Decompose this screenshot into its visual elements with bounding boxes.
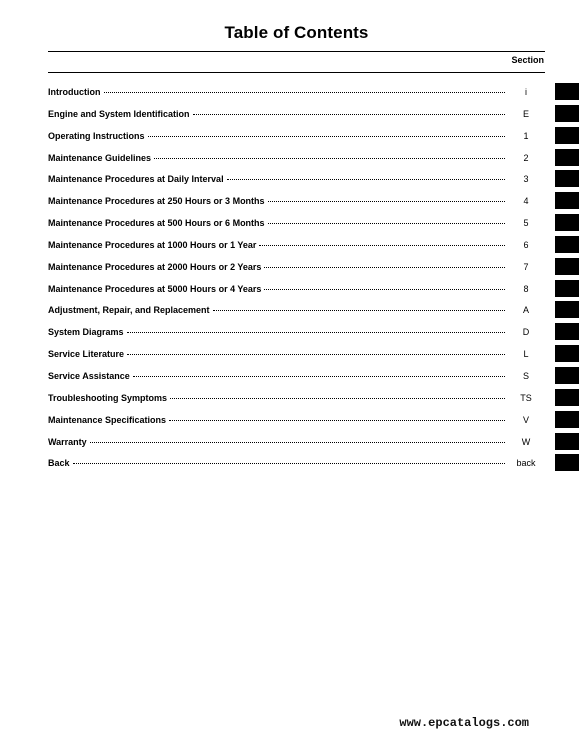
toc-entry-section: 8	[523, 283, 529, 294]
toc-entry-service-assistance[interactable]	[48, 371, 543, 393]
toc-entry-500-hours[interactable]	[48, 218, 543, 240]
toc-entry-section: S	[522, 370, 529, 381]
thumb-tab-troubleshooting[interactable]	[555, 389, 579, 406]
toc-entry-2000-hours[interactable]	[48, 262, 543, 284]
toc-entry-label: Back	[48, 458, 70, 469]
toc-entry-label: Service Literature	[48, 349, 125, 360]
toc-entry-1000-hours[interactable]	[48, 240, 543, 262]
toc-entry-section: 2	[523, 152, 529, 163]
toc-entry-section: L	[523, 349, 529, 360]
toc-entry-daily-interval[interactable]	[48, 174, 543, 196]
toc-entry-label: Maintenance Procedures at 5000 Hours or 4 Years	[48, 283, 262, 294]
dot-leader	[259, 245, 505, 246]
toc-entry-section: W	[521, 436, 531, 447]
dot-leader	[104, 92, 506, 93]
toc-entry-section: 5	[523, 218, 529, 229]
toc-entry-section: V	[522, 414, 529, 425]
toc-entry-label: Maintenance Procedures at Daily Interval	[48, 174, 224, 185]
thumb-tab-daily-interval[interactable]	[555, 170, 579, 187]
thumb-tab-adjustment-repair[interactable]	[555, 301, 579, 318]
title-divider	[48, 51, 545, 52]
dot-leader	[154, 158, 505, 159]
toc-entry-5000-hours[interactable]	[48, 284, 543, 306]
toc-entry-section: back	[516, 458, 536, 469]
thumb-tab-5000-hours[interactable]	[555, 280, 579, 297]
toc-entry-service-literature[interactable]	[48, 349, 543, 371]
dot-leader	[170, 398, 505, 399]
toc-entry-label: Introduction	[48, 87, 101, 97]
toc-entry-label: Adjustment, Repair, and Replacement	[48, 305, 210, 316]
thumb-tab-service-literature[interactable]	[555, 345, 579, 362]
toc-entry-maintenance-specifications[interactable]	[48, 415, 543, 437]
dot-leader	[264, 289, 505, 290]
toc-entry-back[interactable]	[48, 458, 543, 480]
thumb-tab-250-hours[interactable]	[555, 192, 579, 209]
thumb-tab-500-hours[interactable]	[555, 214, 579, 231]
dot-leader	[169, 420, 505, 421]
toc-entry-section: A	[522, 305, 529, 316]
toc-entry-label: Maintenance Specifications	[48, 414, 167, 425]
dot-leader	[193, 114, 505, 115]
toc-entry-adjustment-repair[interactable]	[48, 305, 543, 327]
toc-entry-section: 6	[523, 239, 529, 250]
toc-entry-maintenance-guidelines[interactable]	[48, 153, 543, 175]
thumb-tab-1000-hours[interactable]	[555, 236, 579, 253]
thumb-tab-maintenance-specifications[interactable]	[555, 411, 579, 428]
footer-watermark-url: www.epcatalogs.com	[399, 716, 529, 730]
dot-leader	[227, 179, 505, 180]
dot-leader	[127, 354, 505, 355]
thumb-tab-system-diagrams[interactable]	[555, 323, 579, 340]
toc-entry-label: Warranty	[48, 436, 87, 447]
toc-entry-operating-instructions[interactable]	[48, 131, 543, 153]
dot-leader	[213, 310, 505, 311]
toc-entry-warranty[interactable]	[48, 437, 543, 459]
thumb-tab-engine-identification[interactable]	[555, 105, 579, 122]
table-of-contents-list	[48, 87, 543, 480]
toc-entry-section: E	[522, 108, 529, 119]
thumb-tab-operating-instructions[interactable]	[555, 127, 579, 144]
thumb-tab-maintenance-guidelines[interactable]	[555, 149, 579, 166]
section-thumb-tabs	[555, 83, 579, 476]
toc-entry-label: System Diagrams	[48, 327, 124, 338]
toc-entry-system-diagrams[interactable]	[48, 327, 543, 349]
thumb-tab-introduction[interactable]	[555, 83, 579, 100]
dot-leader	[90, 442, 505, 443]
dot-leader	[264, 267, 505, 268]
toc-entry-label: Operating Instructions	[48, 130, 145, 141]
dot-leader	[268, 223, 505, 224]
toc-entry-troubleshooting[interactable]	[48, 393, 543, 415]
dot-leader	[268, 201, 505, 202]
thumb-tab-warranty[interactable]	[555, 433, 579, 450]
toc-entry-label: Maintenance Procedures at 2000 Hours or 2 Years	[48, 261, 262, 272]
toc-entry-engine-identification[interactable]	[48, 109, 543, 131]
dot-leader	[148, 136, 505, 137]
toc-entry-section: 1	[523, 130, 529, 141]
toc-entry-label: Maintenance Procedures at 500 Hours or 6 Months	[48, 218, 265, 229]
dot-leader	[73, 463, 505, 464]
thumb-tab-service-assistance[interactable]	[555, 367, 579, 384]
toc-entry-label: Maintenance Procedures at 1000 Hours or 1 Year	[48, 239, 257, 250]
toc-entry-label: Maintenance Procedures at 250 Hours or 3 Months	[48, 196, 265, 207]
toc-entry-section: 4	[523, 196, 529, 207]
dot-leader	[127, 332, 505, 333]
toc-entry-section: 7	[523, 261, 529, 272]
thumb-tab-2000-hours[interactable]	[555, 258, 579, 275]
toc-entry-250-hours[interactable]	[48, 196, 543, 218]
toc-entry-section: 3	[523, 174, 529, 185]
toc-entry-section: TS	[520, 392, 532, 403]
page-title: Table of Contents	[224, 23, 369, 42]
toc-entry-label: Service Assistance	[48, 370, 130, 381]
section-column-header: Section	[511, 55, 544, 65]
toc-entry-label: Engine and System Identification	[48, 108, 190, 119]
dot-leader	[133, 376, 505, 377]
toc-entry-label: Troubleshooting Symptoms	[48, 392, 168, 403]
toc-entry-label: Maintenance Guidelines	[48, 152, 152, 163]
header-divider	[48, 72, 545, 73]
toc-entry-section: i	[525, 87, 527, 97]
toc-entry-introduction[interactable]	[48, 87, 543, 109]
thumb-tab-back[interactable]	[555, 454, 579, 471]
toc-entry-section: D	[522, 327, 530, 338]
